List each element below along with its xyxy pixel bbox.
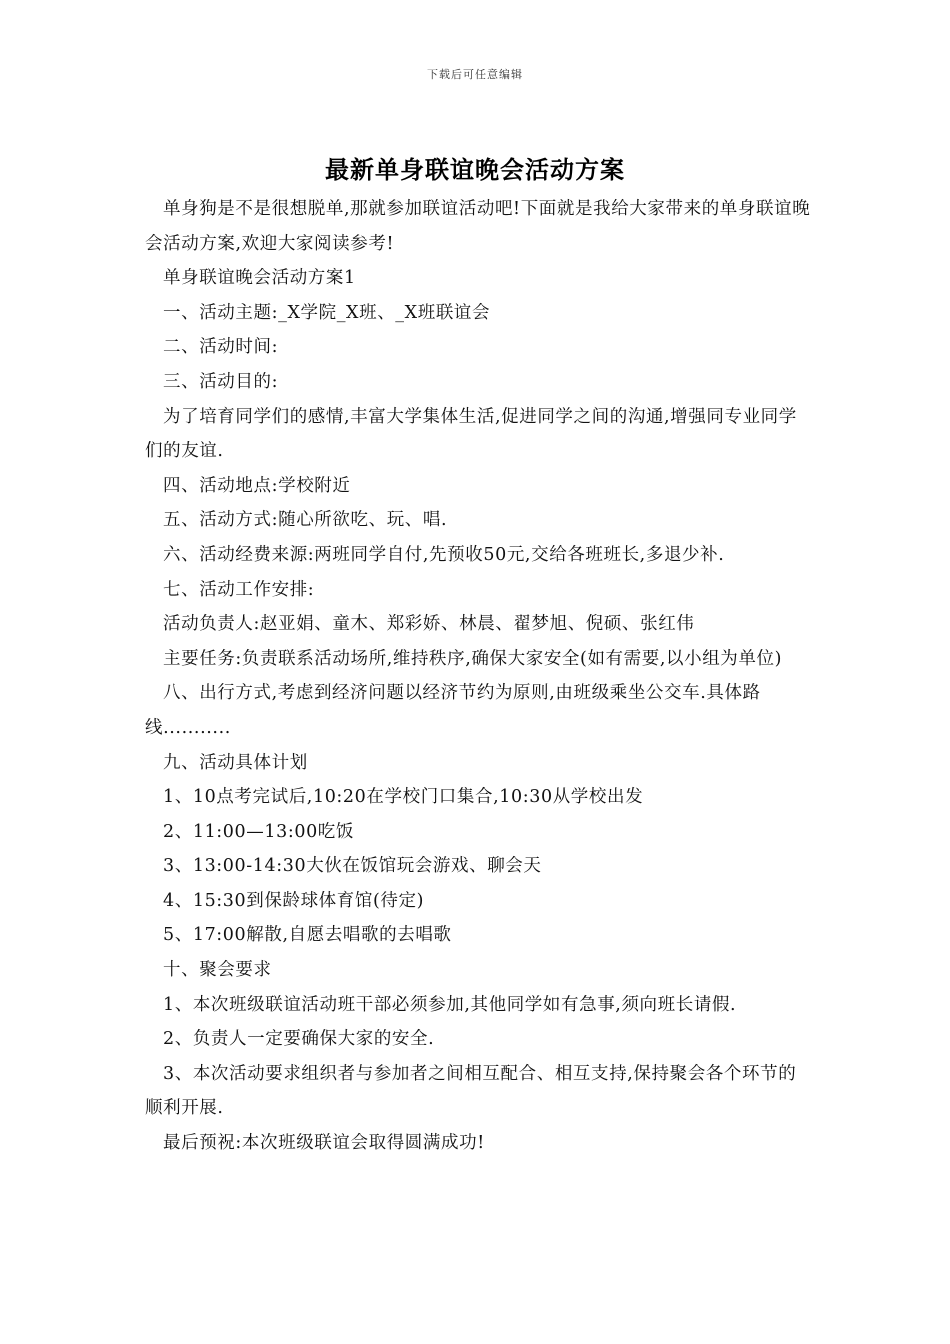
paragraph-work-heading: 七、活动工作安排:: [163, 579, 315, 600]
schedule-item: 2、11:00—13:00吃饭: [163, 821, 354, 842]
paragraph-requirements-heading: 十、聚会要求: [163, 960, 272, 981]
paragraph-format: 五、活动方式:随心所欲吃、玩、唱.: [163, 510, 448, 531]
header-note: 下载后可任意编辑: [427, 68, 523, 81]
paragraph-schedule-heading: 九、活动具体计划: [163, 752, 308, 773]
paragraph-theme: 一、活动主题:_X学院_X班、_X班联谊会: [163, 302, 491, 323]
paragraph-intro: 单身狗是不是很想脱单,那就参加联谊活动吧!下面就是我给大家带来的单身联谊晚会活动方案,欢迎大家阅读参考!: [145, 199, 811, 254]
schedule-item: 4、15:30到保龄球体育馆(待定): [163, 890, 425, 911]
schedule-item: 3、13:00-14:30大伙在饭馆玩会游戏、聊会天: [163, 856, 542, 877]
paragraph-plan-heading: 单身联谊晚会活动方案1: [163, 268, 356, 289]
document-body: [145, 192, 811, 1161]
paragraph-purpose-heading: 三、活动目的:: [163, 371, 279, 392]
requirement-item: 3、本次活动要求组织者与参加者之间相互配合、相互支持,保持聚会各个环节的顺利开展.: [145, 1063, 797, 1119]
paragraph-tasks: 主要任务:负责联系活动场所,维持秩序,确保大家安全(如有需要,以小组为单位): [163, 648, 783, 669]
requirement-item: 1、本次班级联谊活动班干部必须参加,其他同学如有急事,须向班长请假.: [163, 994, 737, 1015]
requirement-item: 2、负责人一定要确保大家的安全.: [163, 1029, 435, 1050]
schedule-item: 5、17:00解散,自愿去唱歌的去唱歌: [163, 925, 452, 946]
paragraph-funding: 六、活动经费来源:两班同学自付,先预收50元,交给各班班长,多退少补.: [163, 544, 725, 565]
paragraph-purpose: 为了培育同学们的感情,丰富大学集体生活,促进同学之间的沟通,增强同专业同学们的友谊.: [145, 406, 797, 462]
paragraph-time: 二、活动时间:: [163, 337, 279, 358]
paragraph-location: 四、活动地点:学校附近: [163, 475, 351, 496]
schedule-item: 1、10点考完试后,10:20在学校门口集合,10:30从学校出发: [163, 787, 644, 808]
paragraph-transport: 八、出行方式,考虑到经济问题以经济节约为原则,由班级乘坐公交车.具体路线...........: [145, 683, 761, 738]
paragraph-organizers: 活动负责人:赵亚娟、童木、郑彩娇、林晨、翟梦旭、倪硕、张红伟: [163, 614, 695, 635]
paragraph-closing: 最后预祝:本次班级联谊会取得圆满成功!: [163, 1133, 485, 1154]
document-title: 最新单身联谊晚会活动方案: [325, 155, 625, 184]
